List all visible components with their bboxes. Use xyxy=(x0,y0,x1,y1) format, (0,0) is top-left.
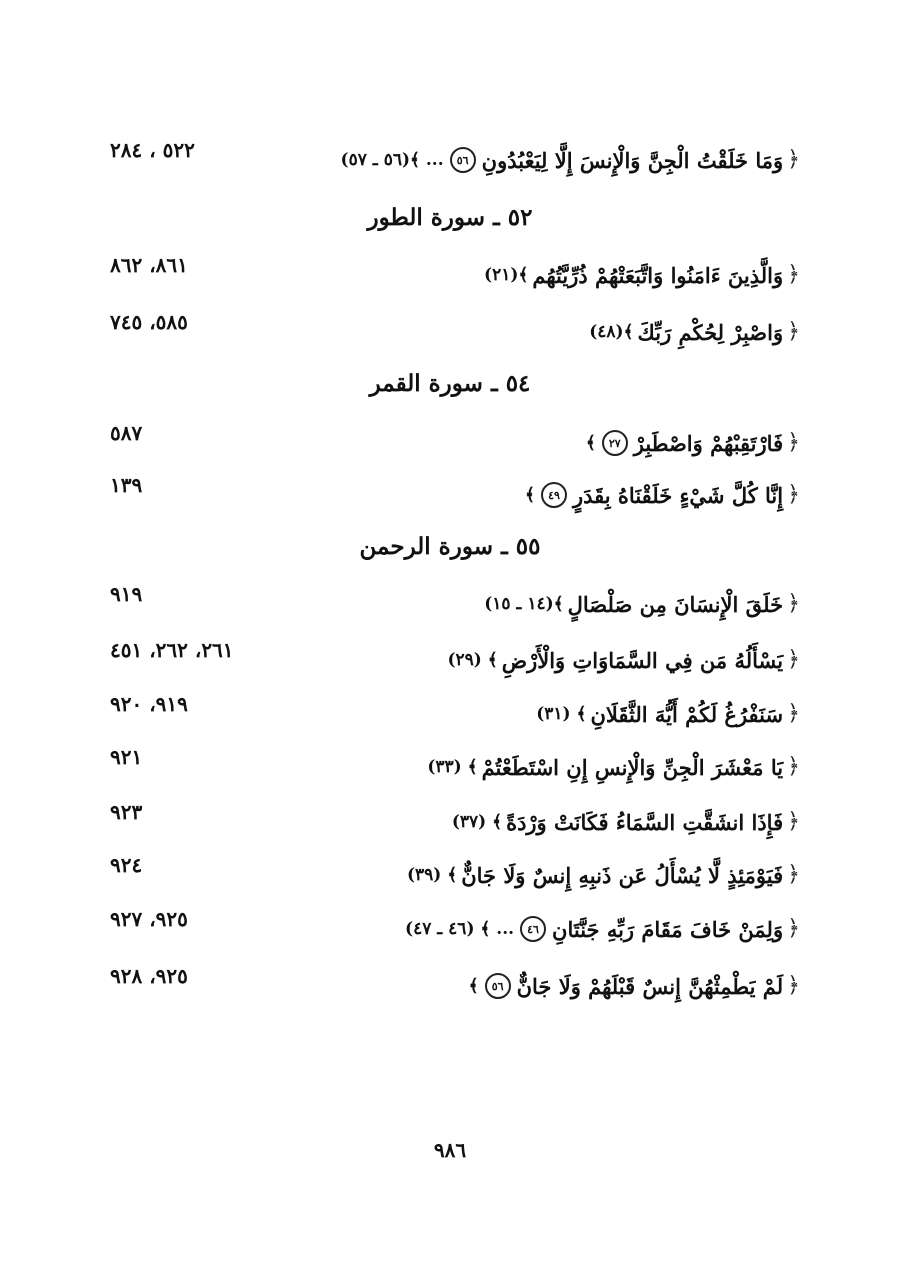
verse-ref: ﴾ (٣٧) xyxy=(451,811,503,832)
list-item xyxy=(110,255,800,295)
page-refs: ٨٦١، ٨٦٢ xyxy=(110,253,188,277)
verse-text: يَسْأَلُهُ مَن فِي السَّمَاوَاتِ وَالْأَرْضِ xyxy=(501,647,784,673)
verse-ref: ... ﴾ (٤٦ ـ ٤٧) xyxy=(405,918,515,939)
verse-entry xyxy=(536,703,800,725)
bracket-open: ﴿ xyxy=(787,701,800,726)
bracket-open: ﴿ xyxy=(787,916,800,941)
list-item xyxy=(110,855,800,895)
page-refs: ٩٢٣ xyxy=(110,800,143,824)
ayah-marker: ٤٦ xyxy=(520,916,546,942)
verse-entry xyxy=(586,430,800,456)
list-item xyxy=(110,423,800,463)
verse-entry xyxy=(484,264,800,286)
verse-entry xyxy=(452,811,800,833)
bracket-open: ﴿ xyxy=(787,319,800,344)
page-refs: ٩٢٥، ٩٢٨ xyxy=(110,964,188,988)
verse-entry xyxy=(447,649,800,671)
page-refs: ٥٨٥، ٧٤٥ xyxy=(110,310,188,334)
ayah-marker: ٤٩ xyxy=(541,482,567,508)
list-item xyxy=(110,140,800,180)
bracket-open: ﴿ xyxy=(787,262,800,287)
verse-ref: ﴾ xyxy=(585,432,596,453)
verse-text: إِنَّا كُلَّ شَيْءٍ خَلَقْنَاهُ بِقَدَرٍ xyxy=(572,482,784,508)
verse-text: خَلَقَ الْإِنسَانَ مِن صَلْصَالٍ xyxy=(567,591,784,617)
verse-text: وَاصْبِرْ لِحُكْمِ رَبِّكَ xyxy=(637,319,784,345)
verse-text: لَمْ يَطْمِثْهُنَّ إِنسٌ قَبْلَهُمْ وَلَا جَانٌّ xyxy=(516,973,784,999)
page-refs: ٩١٩، ٩٢٠ xyxy=(110,692,188,716)
bracket-open: ﴿ xyxy=(787,430,800,455)
verse-entry xyxy=(484,593,800,615)
page-refs: ٢٦١، ٢٦٢، ٤٥١ xyxy=(110,638,234,662)
surah-heading: ٥٢ ـ سورة الطور xyxy=(367,204,533,231)
verse-ref: ﴾(٤٨) xyxy=(589,321,634,342)
list-item xyxy=(110,966,800,1006)
bracket-open: ﴿ xyxy=(787,147,800,172)
list-item xyxy=(110,694,800,734)
verse-text: وَلِمَنْ خَافَ مَقَامَ رَبِّهِ جَنَّتَانِ xyxy=(552,916,784,942)
bracket-open: ﴿ xyxy=(787,647,800,672)
verse-entry xyxy=(405,916,800,942)
verse-text: فَارْتَقِبْهُمْ وَاصْطَبِرْ xyxy=(633,430,784,456)
verse-entry xyxy=(525,482,800,508)
verse-text: وَالَّذِينَ ءَامَنُوا وَاتَّبَعَتْهُمْ ذُرِّيَّتُهُم xyxy=(532,262,784,288)
page-refs: ٥٨٧ xyxy=(110,421,143,445)
bracket-open: ﴿ xyxy=(787,482,800,507)
page-number: ٩٨٦ xyxy=(433,1138,467,1162)
verse-ref: ﴾ (٢٩) xyxy=(447,649,498,670)
verse-ref: ﴾ xyxy=(468,975,479,996)
page-refs: ٩٢٥، ٩٢٧ xyxy=(110,907,188,931)
verse-ref: ﴾ xyxy=(525,484,535,505)
verse-entry xyxy=(589,321,800,343)
verse-entry xyxy=(407,864,800,886)
verse-entry xyxy=(469,973,800,999)
bracket-open: ﴿ xyxy=(787,973,800,998)
verse-ref: ﴾(١٤ ـ ١٥) xyxy=(484,593,564,614)
verse-text: سَنَفْرُغُ لَكُمْ أَيُّهَ الثَّقَلَانِ xyxy=(590,701,784,727)
surah-heading: ٥٥ ـ سورة الرحمن xyxy=(359,533,541,560)
ayah-marker: ٢٧ xyxy=(602,430,628,456)
list-item xyxy=(110,640,800,680)
bracket-open: ﴿ xyxy=(787,591,800,616)
verse-ref: ﴾ (٣٩) xyxy=(406,864,458,885)
page-refs: ٩٢١ xyxy=(110,745,143,769)
verse-entry xyxy=(427,756,800,778)
page-refs: ٥٢٢ ، ٢٨٤ xyxy=(110,138,195,162)
verse-text: يَا مَعْشَرَ الْجِنِّ وَالْإِنسِ إِنِ اسْتَطَعْتُمْ xyxy=(481,754,784,780)
verse-ref: ﴾(٢١) xyxy=(484,264,529,285)
verse-ref: ﴾ (٣١) xyxy=(536,703,587,724)
list-item xyxy=(110,747,800,787)
bracket-open: ﴿ xyxy=(787,754,800,779)
verse-ref: ... ﴾(٥٦ ـ ٥٧) xyxy=(340,149,444,170)
verse-entry xyxy=(341,147,800,173)
list-item xyxy=(110,802,800,842)
page-refs: ١٣٩ xyxy=(110,473,143,497)
bracket-open: ﴿ xyxy=(787,862,800,887)
surah-heading: ٥٤ ـ سورة القمر xyxy=(369,370,531,397)
bracket-open: ﴿ xyxy=(787,809,800,834)
ayah-marker: ٥٦ xyxy=(485,973,511,999)
list-item xyxy=(110,475,800,515)
page-refs: ٩١٩ xyxy=(110,582,143,606)
verse-text: وَمَا خَلَقْتُ الْجِنَّ وَالْإِنسَ إِلَّا لِيَعْبُدُونِ xyxy=(481,147,784,173)
list-item xyxy=(110,312,800,352)
page-refs: ٩٢٤ xyxy=(110,853,143,877)
verse-text: فَإِذَا انشَقَّتِ السَّمَاءُ فَكَانَتْ وَرْدَةً xyxy=(506,809,784,835)
verse-ref: ﴾ (٣٣) xyxy=(427,756,478,777)
list-item xyxy=(110,584,800,624)
verse-text: فَيَوْمَئِذٍ لَّا يُسْأَلُ عَن ذَنبِهِ إِنسٌ وَلَا جَانٌّ xyxy=(461,862,784,888)
ayah-marker: ٥٦ xyxy=(450,147,476,173)
list-item xyxy=(110,909,800,949)
